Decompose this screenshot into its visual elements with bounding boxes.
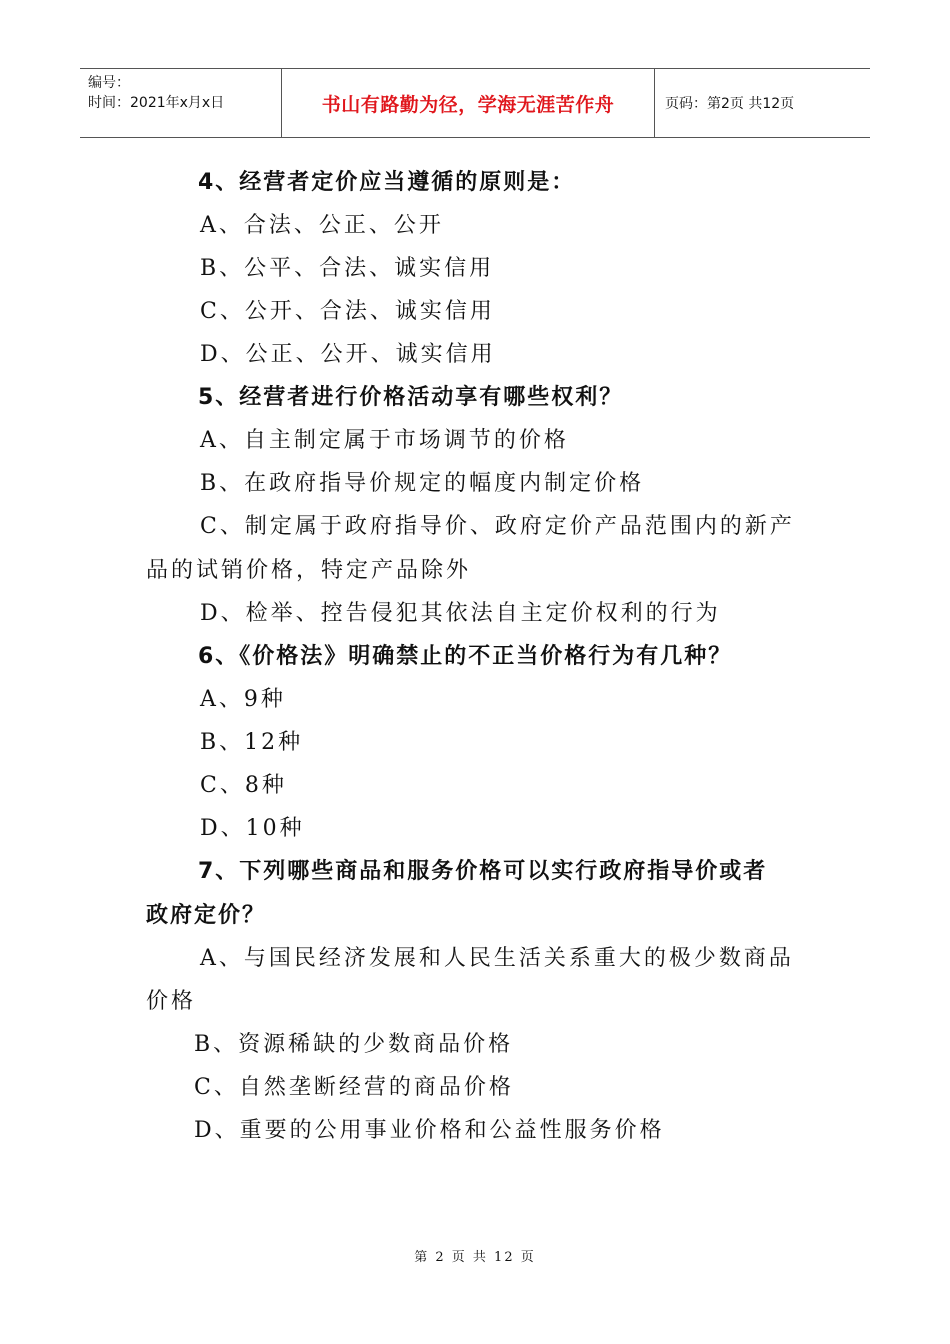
option-line: C、8种 bbox=[200, 773, 287, 798]
question-7: 7、下列哪些商品和服务价格可以实行政府指导价或者 bbox=[198, 859, 768, 884]
option-line: C、自然垄断经营的商品价格 bbox=[194, 1075, 514, 1100]
option-line: B、在政府指导价规定的幅度内制定价格 bbox=[200, 471, 645, 496]
option-line: B、12种 bbox=[200, 730, 304, 755]
header-meta bbox=[80, 69, 282, 137]
question-5: 5、经营者进行价格活动享有哪些权利？ bbox=[198, 385, 624, 410]
page-footer: 第 2 页 共 12 页 bbox=[414, 1250, 536, 1265]
option-line: C、公开、合法、诚实信用 bbox=[200, 299, 495, 324]
header-motto: 书山有路勤为径，学海无涯苦作舟 bbox=[282, 69, 655, 137]
option-line: B、公平、合法、诚实信用 bbox=[200, 256, 495, 281]
option-line: D、检举、控告侵犯其依法自主定价权利的行为 bbox=[200, 601, 721, 626]
number-label: 编号： bbox=[88, 75, 130, 91]
option-line: B、资源稀缺的少数商品价格 bbox=[194, 1032, 514, 1057]
option-line: D、公正、公开、诚实信用 bbox=[200, 342, 496, 367]
option-line-continued: 价格 bbox=[146, 989, 197, 1014]
option-line-continued: 品的试销价格，特定产品除外 bbox=[146, 558, 472, 583]
page-header bbox=[80, 68, 870, 138]
time-label: 时间：2021年x月x日 bbox=[88, 95, 225, 111]
header-page-info: 页码：第2页 共12页 bbox=[665, 96, 795, 112]
question-4: 4、经营者定价应当遵循的原则是： bbox=[198, 170, 576, 195]
question-7-continued: 政府定价？ bbox=[146, 903, 267, 928]
option-line: A、与国民经济发展和人民生活关系重大的极少数商品 bbox=[200, 946, 794, 971]
option-line: D、10种 bbox=[200, 816, 305, 841]
option-line: A、9种 bbox=[200, 687, 286, 712]
option-line: A、自主制定属于市场调节的价格 bbox=[200, 428, 569, 453]
option-line: A、合法、公正、公开 bbox=[200, 213, 444, 238]
option-line: C、制定属于政府指导价、政府定价产品范围内的新产 bbox=[200, 514, 795, 539]
question-6: 6、《价格法》明确禁止的不正当价格行为有几种？ bbox=[198, 644, 733, 669]
option-line: D、重要的公用事业价格和公益性服务价格 bbox=[194, 1118, 665, 1143]
